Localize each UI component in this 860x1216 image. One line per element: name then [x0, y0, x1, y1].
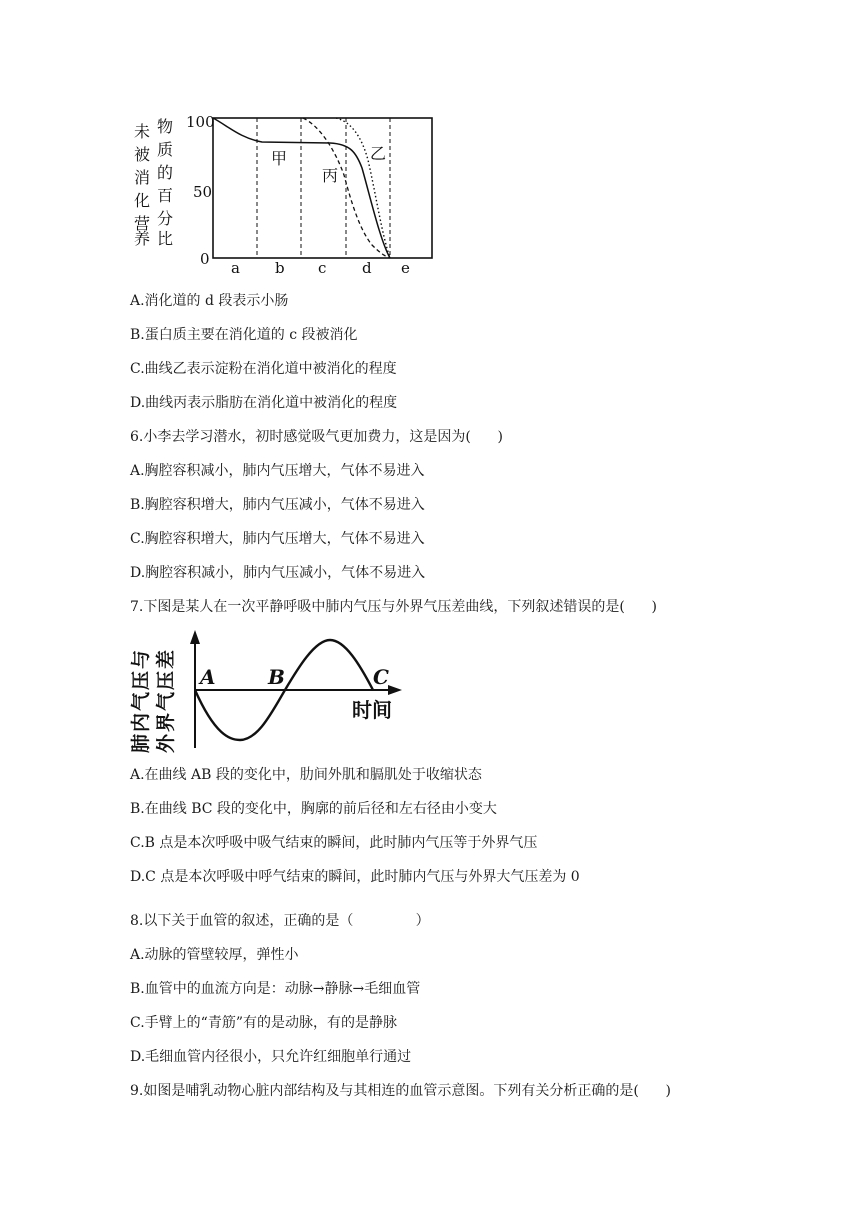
q6-option-c: C.胸腔容积增大，肺内气压增大，气体不易进入 [130, 531, 425, 547]
pressure-ylabel-char: 气 [155, 691, 177, 711]
q5-option-d: D.曲线丙表示脂肪在消化道中被消化的程度 [130, 395, 398, 411]
pressure-ylabel-char: 内 [130, 712, 152, 732]
q6-option-b: B.胸腔容积增大，肺内气压减小，气体不易进入 [130, 497, 425, 513]
q5-option-c: C.曲线乙表示淀粉在消化道中被消化的程度 [130, 361, 397, 377]
point-label-a: A [200, 665, 216, 689]
pressure-ylabel-char: 压 [130, 670, 152, 690]
q8-option-a: A.动脉的管壁较厚，弹性小 [130, 947, 299, 963]
ylabel-col2-char: 百 [157, 186, 174, 205]
q5-option-a: A.消化道的 d 段表示小肠 [130, 293, 289, 309]
q7-option-d: D.C 点是本次呼吸中呼气结束的瞬间，此时肺内气压与外界大气压差为 0 [130, 869, 580, 885]
ylabel-col2-char: 的 [157, 163, 174, 182]
pressure-ylabel-char: 外 [155, 733, 177, 753]
pressure-diagram [0, 620, 860, 760]
q8-option-c: C.手臂上的“青筋”有的是动脉，有的是静脉 [130, 1015, 397, 1031]
ylabel-col2-char: 比 [157, 229, 174, 248]
q6-stem: 6.小李去学习潜水，初时感觉吸气更加费力，这是因为( ) [130, 429, 503, 445]
section-dividers [257, 118, 390, 258]
q6-option-d: D.胸腔容积减小，肺内气压减小，气体不易进入 [130, 565, 426, 581]
q5-option-b: B.蛋白质主要在消化道的 c 段被消化 [130, 327, 358, 343]
x-axis-arrow [388, 685, 402, 695]
ylabel-col1-char: 营 [134, 214, 151, 233]
ylabel-col2-char: 分 [157, 209, 174, 228]
digestion-chart [0, 0, 860, 285]
q8-option-d: D.毛细血管内径很小，只允许红细胞单行通过 [130, 1049, 412, 1065]
y-axis-arrow [190, 630, 200, 644]
ylabel-col1-char: 化 [134, 191, 151, 210]
curve-label-bing: 丙 [322, 166, 339, 185]
ylabel-col2-char: 物 [157, 117, 174, 136]
point-label-c: C [373, 665, 389, 689]
plot-frame [213, 118, 432, 258]
digestion-ylabel [134, 117, 173, 248]
x-tick-label: c [318, 259, 327, 277]
q7-option-a: A.在曲线 AB 段的变化中，肋间外肌和膈肌处于收缩状态 [130, 767, 482, 783]
q6-option-a: A.胸腔容积减小，肺内气压增大，气体不易进入 [130, 463, 425, 479]
x-tick-label: d [362, 259, 372, 277]
q7-option-b: B.在曲线 BC 段的变化中，胸廓的前后径和左右径由小变大 [130, 801, 497, 817]
ylabel-col1-char: 养 [134, 229, 151, 248]
q9-stem: 9.如图是哺乳动物心脏内部结构及与其相连的血管示意图。下列有关分析正确的是( ) [130, 1083, 671, 1099]
time-label: 时间 [352, 698, 392, 722]
x-tick-label: e [401, 259, 410, 277]
point-label-b: B [268, 665, 285, 689]
pressure-ylabel-char: 差 [155, 649, 177, 669]
q7-option-c: C.B 点是本次呼吸中吸气结束的瞬间，此时肺内气压等于外界气压 [130, 835, 538, 851]
q8-option-b: B.血管中的血流方向是：动脉→静脉→毛细血管 [130, 981, 421, 997]
q8-stem: 8.以下关于血管的叙述，正确的是（ ） [130, 913, 430, 929]
y-tick-label: 100 [186, 113, 215, 131]
pressure-ylabel-char: 气 [130, 691, 152, 711]
pressure-ylabel-char: 压 [155, 670, 177, 690]
pressure-ylabel-char: 界 [155, 712, 177, 732]
curve-label-yi: 乙 [370, 144, 387, 163]
curve-label-jia: 甲 [271, 149, 288, 168]
y-tick-label: 50 [193, 183, 213, 201]
ylabel-col1-char: 未 [134, 122, 151, 141]
ylabel-col1-char: 消 [134, 168, 151, 187]
pressure-ylabel [129, 650, 177, 753]
y-tick-label: 0 [200, 250, 210, 268]
ylabel-col2-char: 质 [157, 140, 174, 159]
x-tick-label: b [275, 259, 285, 277]
q7-stem: 7.下图是某人在一次平静呼吸中肺内气压与外界气压差曲线，下列叙述错误的是( ) [130, 599, 657, 615]
ylabel-col1-char: 被 [134, 145, 151, 164]
pressure-ylabel-char: 与 [130, 649, 152, 669]
pressure-ylabel-char: 肺 [130, 733, 152, 753]
x-tick-label: a [231, 259, 240, 277]
